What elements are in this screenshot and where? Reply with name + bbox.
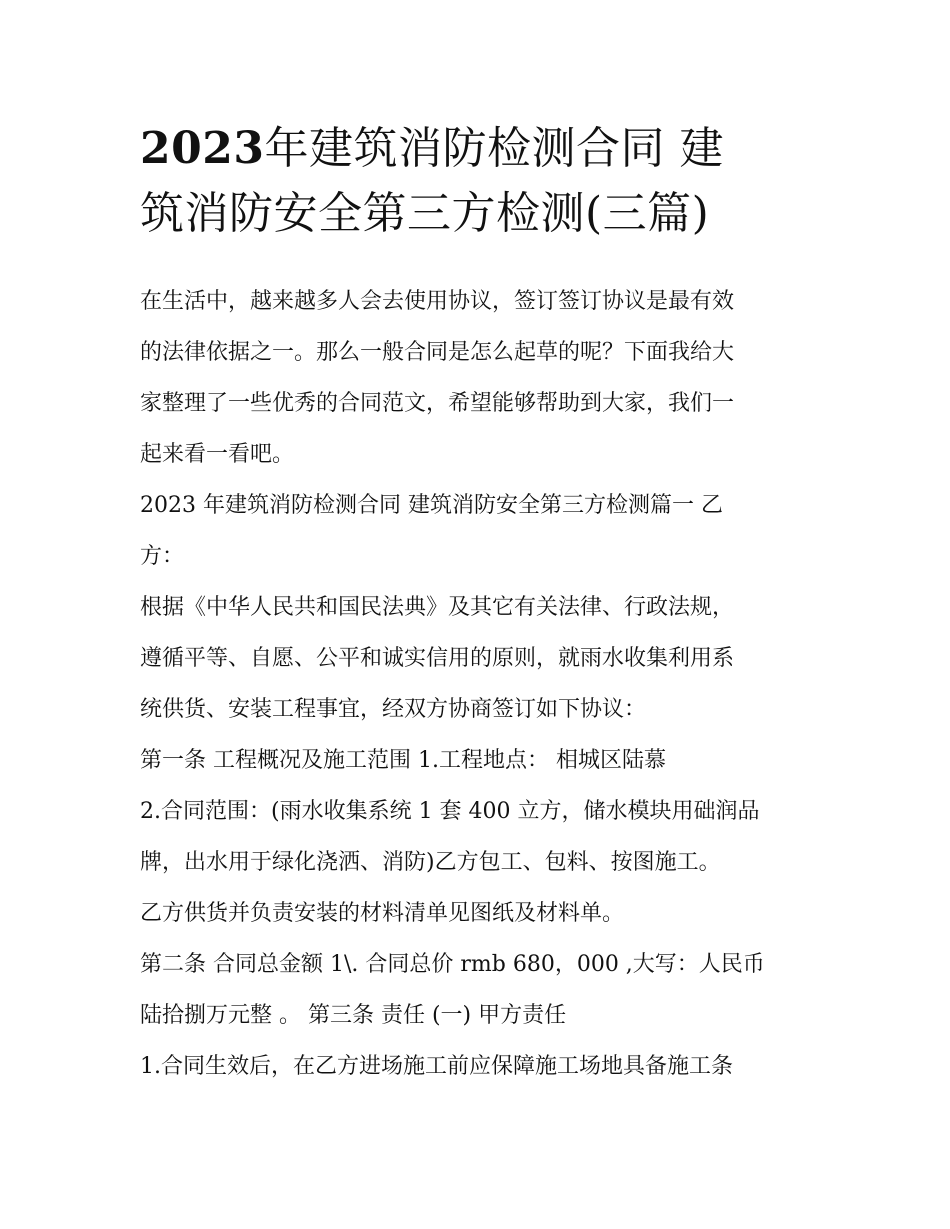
body-line: 陆拾捌万元整 。 第三条 责任 (一) 甲方责任 xyxy=(140,1003,567,1028)
body-line: 2.合同范围：(雨水收集系统 1 套 400 立方，储水模块用础润品 xyxy=(140,799,760,824)
body-line: 2023 年建筑消防检测合同 建筑消防安全第三方检测篇一 乙 xyxy=(140,493,723,518)
body-line: 统供货、安装工程事宜，经双方协商签订如下协议： xyxy=(140,697,647,722)
body-line: 第二条 合同总金额 1\. 合同总价 rmb 680，000 ,大写：人民币 xyxy=(140,952,765,977)
body-line: 遵循平等、自愿、公平和诚实信用的原则，就雨水收集利用系 xyxy=(140,646,735,671)
body-line: 的法律依据之一。那么一般合同是怎么起草的呢？下面我给大 xyxy=(140,340,735,365)
body-line: 方： xyxy=(140,544,185,569)
body-line: 在生活中，越来越多人会去使用协议，签订签订协议是最有效 xyxy=(140,289,735,314)
body-line: 家整理了一些优秀的合同范文，希望能够帮助到大家，我们一 xyxy=(140,391,735,416)
title-line-1 xyxy=(140,116,830,181)
body-line: 起来看一看吧。 xyxy=(140,442,295,467)
document-body xyxy=(140,276,820,1092)
title-line-2: 筑消防安全第三方检测(三篇) xyxy=(140,188,710,239)
document-title xyxy=(140,116,830,246)
body-line: 根据《中华人民共和国民法典》及其它有关法律、行政法规， xyxy=(140,595,735,620)
body-line: 牌，出水用于绿化浇洒、消防)乙方包工、包料、按图施工。 xyxy=(140,850,721,875)
body-line: 第一条 工程概况及施工范围 1.工程地点： 相城区陆慕 xyxy=(140,748,666,773)
title-line-1-text: 年建筑消防检测合同 建 xyxy=(264,123,724,174)
body-line: 乙方供货并负责安装的材料清单见图纸及材料单。 xyxy=(140,901,625,926)
title-year: 2023 xyxy=(140,123,265,174)
body-line: 1.合同生效后，在乙方进场施工前应保障施工场地具备施工条 xyxy=(140,1054,733,1079)
